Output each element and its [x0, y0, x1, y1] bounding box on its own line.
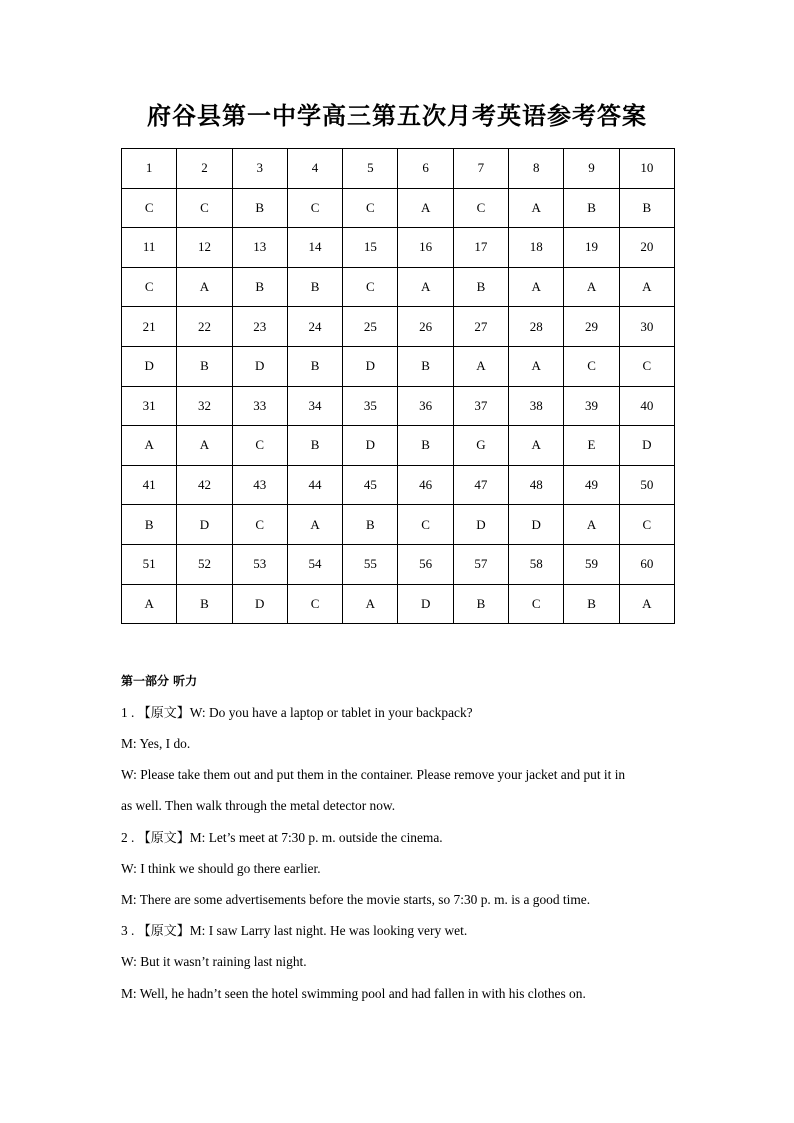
answer-cell: B	[619, 188, 674, 228]
answer-cell: A	[343, 584, 398, 624]
answer-cell: A	[453, 346, 508, 386]
question-number-cell: 42	[177, 465, 232, 505]
question-number-cell: 28	[509, 307, 564, 347]
page-title: 府谷县第一中学高三第五次月考英语参考答案	[147, 101, 647, 130]
question-number-cell: 17	[453, 228, 508, 268]
question-number-row	[122, 465, 675, 505]
answer-cell: C	[343, 267, 398, 307]
transcript-line	[121, 921, 681, 942]
answer-cell: A	[122, 584, 177, 624]
answer-cell: B	[122, 505, 177, 545]
question-number-cell: 53	[232, 544, 287, 584]
answer-cell: C	[619, 505, 674, 545]
answer-cell: A	[287, 505, 342, 545]
answer-cell: C	[343, 188, 398, 228]
question-number-cell: 52	[177, 544, 232, 584]
question-number-cell: 54	[287, 544, 342, 584]
question-number-cell: 1	[122, 149, 177, 189]
question-number-row	[122, 544, 675, 584]
transcript-line	[121, 703, 681, 724]
transcript-line	[121, 796, 681, 816]
transcript-line	[121, 828, 681, 849]
question-number-cell: 49	[564, 465, 619, 505]
question-number-row	[122, 149, 675, 189]
question-number-cell: 32	[177, 386, 232, 426]
item-number: 2 .	[121, 830, 138, 845]
answer-cell: B	[232, 267, 287, 307]
answer-cell: B	[453, 584, 508, 624]
answer-cell: E	[564, 426, 619, 466]
question-number-cell: 43	[232, 465, 287, 505]
question-number-cell: 50	[619, 465, 674, 505]
question-number-cell: 58	[509, 544, 564, 584]
answer-cell: D	[177, 505, 232, 545]
question-number-cell: 44	[287, 465, 342, 505]
question-number-cell: 23	[232, 307, 287, 347]
answer-cell: B	[287, 426, 342, 466]
answer-cell: B	[287, 346, 342, 386]
question-number-cell: 11	[122, 228, 177, 268]
question-number-cell: 16	[398, 228, 453, 268]
answer-row	[122, 584, 675, 624]
transcript-text: W: Please take them out and put them in the container. Please remove your jacket and put it in	[121, 767, 626, 782]
transcript-line	[121, 952, 681, 972]
answer-table	[121, 148, 675, 624]
transcript-text: W: But it wasn’t raining last night.	[121, 954, 307, 969]
transcript-text: as well. Then walk through the metal detector now.	[121, 798, 396, 813]
answer-cell: C	[287, 188, 342, 228]
answer-cell: A	[509, 426, 564, 466]
question-number-cell: 30	[619, 307, 674, 347]
question-number-cell: 47	[453, 465, 508, 505]
question-number-cell: 24	[287, 307, 342, 347]
answer-cell: A	[177, 426, 232, 466]
answer-row	[122, 267, 675, 307]
question-number-row	[122, 386, 675, 426]
answer-row	[122, 505, 675, 545]
question-number-cell: 6	[398, 149, 453, 189]
original-text-tag: 【原文】	[137, 831, 190, 846]
answer-cell: D	[509, 505, 564, 545]
answer-cell: A	[509, 346, 564, 386]
question-number-cell: 40	[619, 386, 674, 426]
question-number-cell: 27	[453, 307, 508, 347]
question-number-cell: 18	[509, 228, 564, 268]
answer-cell: A	[564, 505, 619, 545]
question-number-cell: 41	[122, 465, 177, 505]
answer-cell: C	[177, 188, 232, 228]
answer-cell: G	[453, 426, 508, 466]
answer-cell: C	[232, 426, 287, 466]
transcript-text: M: I saw Larry last night. He was looking very wet.	[189, 923, 468, 938]
transcript-text: M: Let’s meet at 7:30 p. m. outside the cinema.	[189, 830, 443, 845]
answer-cell: D	[453, 505, 508, 545]
answer-cell: B	[398, 426, 453, 466]
answer-cell: B	[343, 505, 398, 545]
answer-cell: C	[619, 346, 674, 386]
answer-row	[122, 426, 675, 466]
answer-cell: D	[232, 584, 287, 624]
transcript-text: W: Do you have a laptop or tablet in your backpack?	[189, 705, 473, 720]
question-number-cell: 22	[177, 307, 232, 347]
answer-cell: D	[343, 426, 398, 466]
answer-cell: C	[232, 505, 287, 545]
question-number-cell: 12	[177, 228, 232, 268]
answer-cell: C	[287, 584, 342, 624]
question-number-cell: 19	[564, 228, 619, 268]
transcript-line	[121, 859, 681, 879]
question-number-cell: 33	[232, 386, 287, 426]
answer-cell: B	[453, 267, 508, 307]
question-number-cell: 57	[453, 544, 508, 584]
answer-cell: B	[287, 267, 342, 307]
question-number-cell: 60	[619, 544, 674, 584]
answer-cell: A	[509, 188, 564, 228]
question-number-cell: 37	[453, 386, 508, 426]
question-number-cell: 39	[564, 386, 619, 426]
item-number: 3 .	[121, 923, 138, 938]
question-number-cell: 31	[122, 386, 177, 426]
question-number-row	[122, 228, 675, 268]
question-number-cell: 46	[398, 465, 453, 505]
transcript-text: M: There are some advertisements before the movie starts, so 7:30 p. m. is a good time.	[121, 892, 591, 907]
answer-cell: A	[122, 426, 177, 466]
answer-cell: B	[564, 188, 619, 228]
transcript-line	[121, 984, 681, 1004]
answer-cell: C	[453, 188, 508, 228]
question-number-cell: 34	[287, 386, 342, 426]
answer-cell: A	[509, 267, 564, 307]
answer-cell: A	[619, 267, 674, 307]
question-number-cell: 48	[509, 465, 564, 505]
answer-cell: A	[177, 267, 232, 307]
question-number-cell: 55	[343, 544, 398, 584]
transcript-line	[121, 890, 681, 910]
question-number-cell: 25	[343, 307, 398, 347]
question-number-cell: 36	[398, 386, 453, 426]
answer-cell: C	[398, 505, 453, 545]
question-number-cell: 8	[509, 149, 564, 189]
answer-cell: D	[232, 346, 287, 386]
transcript-text: M: Yes, I do.	[121, 736, 191, 751]
question-number-cell: 45	[343, 465, 398, 505]
question-number-cell: 2	[177, 149, 232, 189]
transcript-line	[121, 734, 681, 754]
question-number-cell: 4	[287, 149, 342, 189]
answer-cell: B	[232, 188, 287, 228]
answer-row	[122, 188, 675, 228]
question-number-cell: 10	[619, 149, 674, 189]
section-heading: 第一部分 听力	[121, 674, 198, 688]
question-number-cell: 5	[343, 149, 398, 189]
answer-cell: B	[564, 584, 619, 624]
answer-cell: B	[177, 584, 232, 624]
question-number-cell: 20	[619, 228, 674, 268]
original-text-tag: 【原文】	[137, 706, 190, 721]
question-number-cell: 9	[564, 149, 619, 189]
question-number-cell: 14	[287, 228, 342, 268]
question-number-cell: 35	[343, 386, 398, 426]
answer-cell: B	[398, 346, 453, 386]
question-number-cell: 3	[232, 149, 287, 189]
answer-cell: A	[619, 584, 674, 624]
answer-table-body	[122, 149, 675, 624]
question-number-cell: 21	[122, 307, 177, 347]
item-number: 1 .	[121, 705, 138, 720]
question-number-cell: 13	[232, 228, 287, 268]
question-number-cell: 51	[122, 544, 177, 584]
transcript-text: M: Well, he hadn’t seen the hotel swimming pool and had fallen in with his clothes on.	[121, 986, 586, 1001]
answer-cell: D	[122, 346, 177, 386]
answer-cell: C	[122, 188, 177, 228]
question-number-cell: 15	[343, 228, 398, 268]
answer-cell: A	[398, 188, 453, 228]
answer-cell: A	[398, 267, 453, 307]
question-number-cell: 38	[509, 386, 564, 426]
transcript-text: W: I think we should go there earlier.	[121, 861, 321, 876]
answer-cell: D	[619, 426, 674, 466]
answer-cell: A	[564, 267, 619, 307]
transcript-line	[121, 765, 681, 785]
answer-row	[122, 346, 675, 386]
question-number-cell: 59	[564, 544, 619, 584]
answer-cell: C	[564, 346, 619, 386]
question-number-cell: 26	[398, 307, 453, 347]
question-number-cell: 29	[564, 307, 619, 347]
answer-cell: D	[398, 584, 453, 624]
answer-cell: D	[343, 346, 398, 386]
question-number-cell: 7	[453, 149, 508, 189]
answer-cell: B	[177, 346, 232, 386]
question-number-row	[122, 307, 675, 347]
answer-cell: C	[122, 267, 177, 307]
answer-cell: C	[509, 584, 564, 624]
original-text-tag: 【原文】	[137, 924, 190, 939]
question-number-cell: 56	[398, 544, 453, 584]
